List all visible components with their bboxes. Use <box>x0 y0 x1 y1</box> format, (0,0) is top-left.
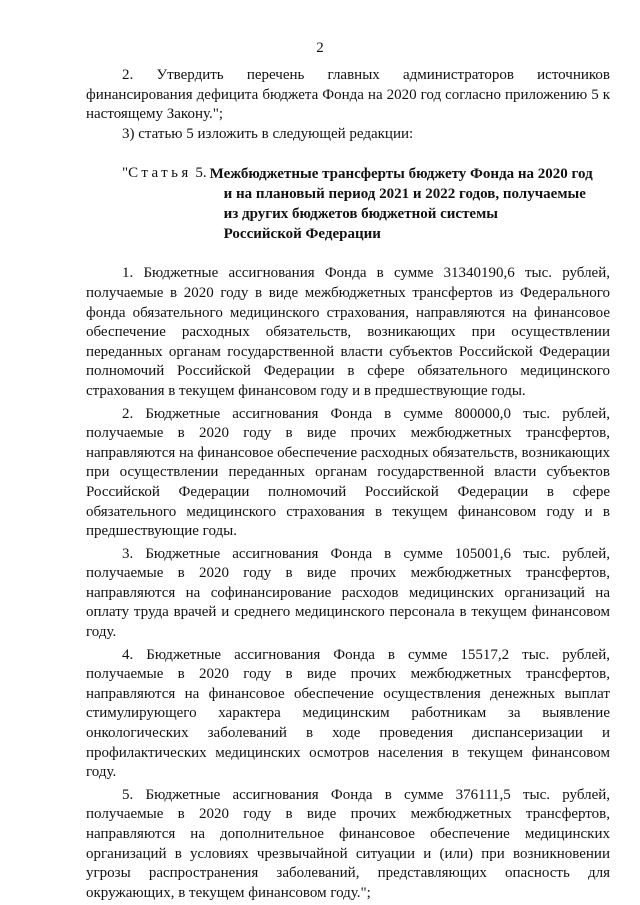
paragraph-2: 2. Бюджетные ассигнования Фонда в сумме 800000,0 тыс. рублей, получаемые в 2020 году в виде прочих межбюджетных трансфертов, направляются на финансовое обеспечение расходных обязательств, возникающих при осуществлении переданных органам государственной власти субъектов Российской Федерации полномочий Российской Федерации в сфере обязательного медицинского страхования в текущем финансовом году и в предшествующие годы. <box>86 405 610 540</box>
article-title-line: из других бюджетов бюджетной системы <box>223 206 499 223</box>
article-title-line: Российской Федерации <box>223 226 381 243</box>
article-prefix <box>86 164 207 184</box>
article-number: 5. <box>195 165 207 182</box>
document-body <box>86 66 610 903</box>
article-title <box>209 164 607 244</box>
paragraph-3: 3. Бюджетные ассигнования Фонда в сумме 105001,6 тыс. рублей, получаемые в 2020 году в виде прочих межбюджетных трансфертов, направляются на софинансирование расходов медицинских организаций на оплату труда врачей и среднего медицинского персонала в текущем финансовом году. <box>86 545 610 641</box>
intro-item-3: 3) статью 5 изложить в следующей редакции: <box>122 125 414 142</box>
article-title-line: Межбюджетные трансферты бюджету Фонда на 2020 год <box>209 166 593 183</box>
article-heading <box>86 164 610 244</box>
article-title-line: и на плановый период 2021 и 2022 годов, получаемые <box>223 186 586 203</box>
paragraph-5: 5. Бюджетные ассигнования Фонда в сумме 376111,5 тыс. рублей, получаемые в 2020 году в виде прочих межбюджетных трансфертов, направляются на дополнительное финансовое обеспечение медицинских организаций в условиях чрезвычайной ситуации и (или) при возникновении угрозы распространения заболеваний, представляющих опасность для окружающих, в текущем финансовом году."; <box>86 786 610 901</box>
paragraph-1: 1. Бюджетные ассигнования Фонда в сумме 31340190,6 тыс. рублей, получаемые в 2020 году в виде межбюджетных трансфертов из Федерального фонда обязательного медицинского страхования, направляются на финансовое обеспечение расходных обязательств, возникающих при осуществлении переданных органам государственной власти субъектов Российской Федерации полномочий Российской Федерации в сфере обязательного медицинского страхования в текущем финансовом году и в предшествующие годы. <box>86 265 610 399</box>
paragraph-4: 4. Бюджетные ассигнования Фонда в сумме 15517,2 тыс. рублей, получаемые в 2020 году в виде прочих межбюджетных трансфертов, направляются на финансовое обеспечение осуществления денежных выплат стимулирующего характера медицинским работникам за выявление онкологических заболеваний в ходе проведения диспансеризации и профилактических медицинских осмотров населения в текущем финансовом году. <box>86 646 610 781</box>
article-word: Статья <box>128 165 192 182</box>
page-number: 2 <box>316 40 324 56</box>
intro-item-2: 2. Утвердить перечень главных администраторов источников финансирования дефицита бюджета Фонда на 2020 год согласно приложению 5 к настоящему Закону."; <box>86 67 610 123</box>
article-quote-open: " <box>122 165 129 182</box>
